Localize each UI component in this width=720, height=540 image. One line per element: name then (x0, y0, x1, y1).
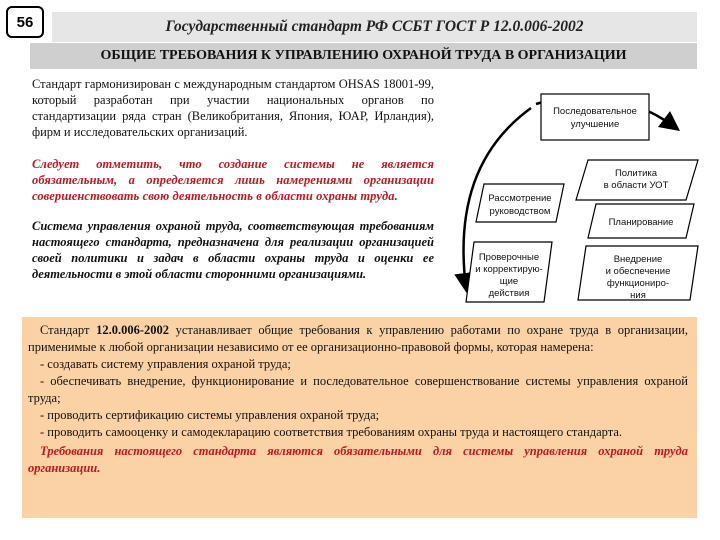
checks-line-1: Проверочные (478, 252, 540, 263)
implementation-line-1: Внедрение (613, 254, 663, 265)
paragraph-note-red: Следует отметить, что создание системы не является обязательным, а определяется лишь намерениями организации совершенствовать свою деятельность в области охраны труда. (32, 157, 434, 203)
policy-line-2: в области УОТ (603, 180, 669, 191)
intro-pre: Стандарт (40, 323, 97, 337)
checks-line-2: и корректирую- (475, 264, 543, 275)
improvement-line-2: улучшение (570, 119, 620, 130)
summary-item-3: - проводить сертификацию системы управления охраной труда; (40, 408, 380, 422)
summary-item-4: - проводить самооценку и самодекларацию соответствия требованиям охраны труда и настоящего стандарта. (40, 425, 623, 439)
cycle-diagram (436, 88, 720, 316)
section-subtitle: ОБЩИЕ ТРЕБОВАНИЯ К УПРАВЛЕНИЮ ОХРАНОЙ ТРУДА В ОРГАНИЗАЦИИ (100, 48, 627, 63)
planning-label: Планирование (608, 217, 674, 228)
policy-line-1: Политика (614, 168, 658, 179)
page-title: Государственный стандарт РФ ССБТ ГОСТ Р 12.0.006-2002 (165, 18, 584, 35)
intro-standard-number: 12.0.006-2002 (96, 323, 169, 337)
summary-intro (28, 322, 688, 356)
paragraph-harmonization: Стандарт гармонизирован с международным стандартом OHSAS 18001-99, который разработан при участии национальных органов по стандартизации ряда стран (Великобритания, Япония, ЮАР, Ирландия), фирм и исследовательских организаций. (32, 77, 434, 139)
slide-number: 56 (6, 6, 44, 38)
summary-note-red: Требования настоящего стандарта являются обязательными для системы управления охраной труда организации. (28, 444, 688, 475)
implementation-line-4: ния (630, 290, 646, 301)
improvement-line-1: Последовательное (553, 106, 637, 117)
improvement-box (541, 94, 649, 140)
checks-line-3: щие (499, 276, 519, 287)
standard-summary-text (28, 322, 688, 477)
implementation-line-2: и обеспечение (605, 266, 671, 277)
checks-line-4: действия (488, 288, 530, 299)
intro-post: устанавливает общие требования к управлению работами по охране труда в организации, применимые к любой организации независимо от ее организационно-правовой формы, которая намерена: (28, 323, 688, 354)
summary-item-1: - создавать систему управления охраной труда; (40, 357, 291, 371)
summary-item-2: - обеспечивать внедрение, функционирование и последовательное совершенствование системы управления охраной труда; (28, 374, 688, 405)
paragraph-system: Система управления охраной труда, соответствующая требованиям настоящего стандарта, предназначена для реализации организацией своей политики и задач в области охраны труда и оценки ее деятельности в этой области сторонними организациями. (32, 219, 434, 281)
review-line-2: руководством (489, 206, 551, 217)
review-line-1: Рассмотрение (488, 193, 552, 204)
implementation-line-3: функциониро- (606, 278, 670, 289)
